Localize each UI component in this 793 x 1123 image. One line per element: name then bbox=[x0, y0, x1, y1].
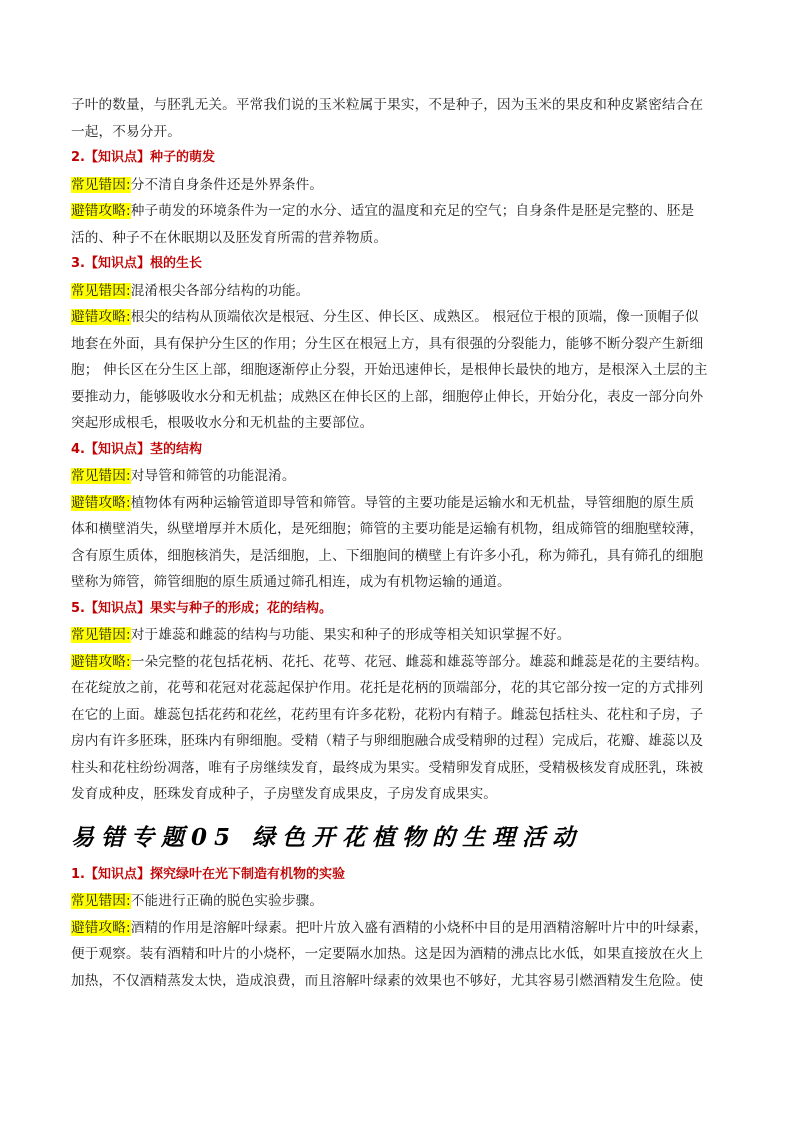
section-heading: 1.【知识点】探究绿叶在光下制造有机物的实验 bbox=[71, 866, 345, 882]
common-error-line bbox=[71, 622, 731, 649]
section-leaf-photosynthesis-experiment bbox=[71, 862, 731, 995]
common-error-label: 常见错因: bbox=[71, 176, 131, 193]
text-line: 含有原生质体，细胞核消失，是活细胞，上、下细胞间的横壁上有许多小孔，称为筛孔，具有筛孔的细胞 bbox=[71, 547, 704, 564]
section-fruit-seed-flower bbox=[71, 596, 731, 808]
strategy-line bbox=[71, 915, 731, 942]
text-line: 体和横壁消失，纵壁增厚并木质化，是死细胞；筛管的主要功能是运输有机物，组成筛管的细胞壁较薄， bbox=[71, 521, 704, 537]
common-error-text: 对于雄蕊和雌蕊的结构与功能、果实和种子的形成等相关知识掌握不好。 bbox=[130, 627, 571, 643]
common-error-text: 对导管和筛管的功能混淆。 bbox=[130, 468, 296, 484]
common-error-label: 常见错因: bbox=[71, 627, 131, 643]
text-line: 活的、种子不在休眠期以及胚发育所需的营养物质。 bbox=[71, 229, 388, 246]
common-error-text: 分不清自身条件还是外界条件。 bbox=[130, 176, 324, 193]
avoid-strategy-label: 避错攻略: bbox=[71, 203, 131, 219]
common-error-text: 混淆根尖各部分结构的功能。 bbox=[130, 282, 310, 299]
section-heading: 3.【知识点】根的生长 bbox=[71, 256, 202, 271]
text-line: 壁称为筛管，筛管细胞的原生质通过筛孔相连，成为有机物运输的通道。 bbox=[71, 574, 511, 590]
strategy-text: 酒精的作用是溶解叶绿素。把叶片放入盛有酒精的小烧杯中目的是用酒精溶解叶片中的叶绿素， bbox=[130, 919, 708, 936]
text-line: 胞； 伸长区在分生区上部，细胞逐渐停止分裂，开始迅速伸长，是根伸长最快的地方，是根深入土层的主 bbox=[71, 362, 708, 378]
strategy-text: 植物体有两种运输管道即导管和筛管。导管的主要功能是运输水和无机盐，导管细胞的原生质 bbox=[130, 494, 695, 511]
document-page bbox=[71, 92, 731, 994]
common-error-label: 常见错因: bbox=[71, 893, 131, 909]
text-line: 要推动力，能够吸收水分和无机盐；成熟区在伸长区的上部，细胞停止伸长，开始分化，表皮一部分向外 bbox=[71, 388, 704, 405]
common-error-line bbox=[71, 278, 731, 305]
section-stem-structure bbox=[71, 437, 731, 596]
avoid-strategy-label: 避错攻略: bbox=[71, 919, 131, 936]
avoid-strategy-label: 避错攻略: bbox=[71, 309, 131, 325]
strategy-text: 根尖的结构从顶端依次是根冠、分生区、伸长区、成熟区。 根冠位于根的顶端，像一顶帽子似 bbox=[130, 309, 699, 325]
text-line: 柱头和花柱纷纷凋落，唯有子房继续发育，最终成为果实。受精卵发育成胚，受精极核发育成胚乳，珠被 bbox=[71, 759, 704, 776]
text-line: 突起形成根毛，根吸收水分和无机盐的主要部位。 bbox=[71, 415, 374, 431]
common-error-line bbox=[71, 463, 731, 490]
section-heading: 5.【知识点】果实与种子的形成；花的结构。 bbox=[71, 600, 332, 616]
text-line: 在花绽放之前，花萼和花冠对花蕊起保护作用。花托是花柄的顶端部分，花的其它部分按一定的方式排列 bbox=[71, 680, 704, 696]
strategy-line bbox=[71, 198, 731, 225]
common-error-text: 不能进行正确的脱色实验步骤。 bbox=[130, 893, 324, 909]
avoid-strategy-label: 避错攻略: bbox=[71, 494, 131, 511]
common-error-line bbox=[71, 888, 731, 915]
text-line: 房内有许多胚珠，胚珠内有卵细胞。受精（精子与卵细胞融合成受精卵的过程）完成后，花瓣、雄蕊以及 bbox=[71, 733, 704, 749]
strategy-text: 一朵完整的花包括花柄、花托、花萼、花冠、雌蕊和雄蕊等部分。雄蕊和雌蕊是花的主要结构。 bbox=[130, 653, 708, 670]
avoid-strategy-label: 避错攻略: bbox=[71, 653, 131, 670]
topic-title: 易错专题05 绿色开花植物的生理活动 bbox=[71, 824, 583, 851]
section-root-growth bbox=[71, 251, 731, 437]
text-line: 在它的上面。雄蕊包括花药和花丝，花药里有许多花粉，花粉内有精子。雌蕊包括柱头、花柱和子房，子 bbox=[71, 706, 704, 723]
text-line: 便于观察。装有酒精和叶片的小烧杯，一定要隔水加热。这是因为酒精的沸点比水低，如果直接放在火上 bbox=[71, 946, 704, 962]
section-heading: 2.【知识点】种子的萌发 bbox=[71, 150, 215, 165]
strategy-text: 种子萌发的环境条件为一定的水分、适宜的温度和充足的空气；自身条件是胚是完整的、胚是 bbox=[130, 203, 695, 219]
intro-paragraph bbox=[71, 92, 731, 145]
common-error-label: 常见错因: bbox=[71, 468, 131, 484]
text-line: 发育成种皮，胚珠发育成种子，子房壁发育成果皮，子房发育成果实。 bbox=[71, 786, 498, 802]
text-line: 地套在外面，具有保护分生区的作用；分生区在根冠上方，具有很强的分裂能力，能够不断分裂产生新细 bbox=[71, 335, 704, 352]
common-error-line bbox=[71, 172, 731, 199]
text-line: 加热，不仅酒精蒸发太快，造成浪费，而且溶解叶绿素的效果也不够好，尤其容易引燃酒精发生危险。使 bbox=[71, 972, 704, 989]
section-heading: 4.【知识点】茎的结构 bbox=[71, 441, 202, 457]
section-seed-germination bbox=[71, 145, 731, 251]
strategy-line bbox=[71, 490, 731, 517]
strategy-line bbox=[71, 304, 731, 331]
text-line: 子叶的数量，与胚乳无关。平常我们说的玉米粒属于果实，不是种子，因为玉米的果皮和种皮紧密结合在 bbox=[71, 97, 704, 113]
strategy-line bbox=[71, 649, 731, 676]
text-line: 一起，不易分开。 bbox=[71, 123, 181, 140]
common-error-label: 常见错因: bbox=[71, 282, 131, 299]
